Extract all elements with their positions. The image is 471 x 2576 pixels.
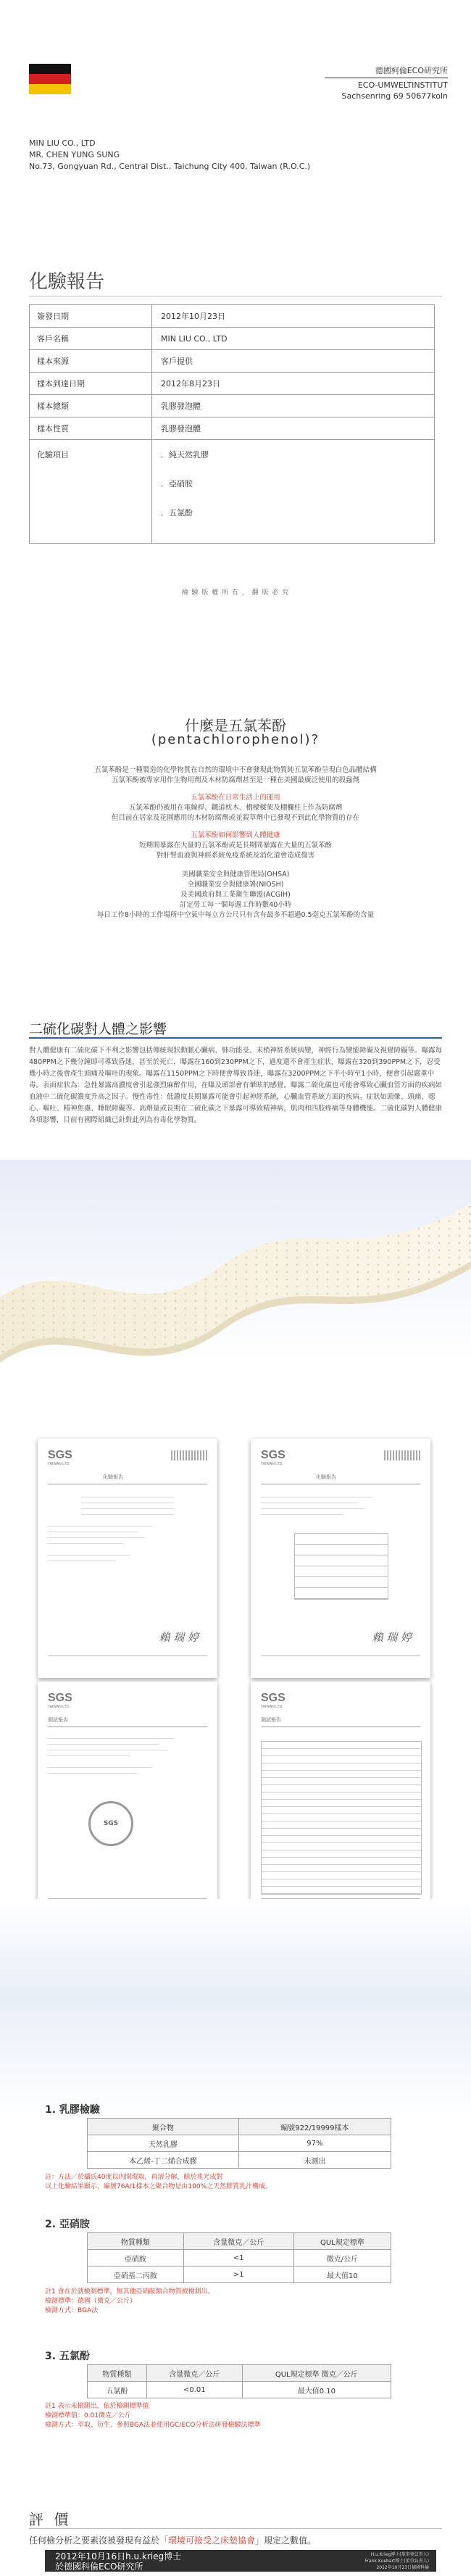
table-row: 物質種類 含量微克／公斤 QUL規定標準 微克／公斤: [88, 2365, 391, 2382]
table-row: 樣本總類 乳膠發泡體: [30, 395, 435, 417]
report-info-table: [29, 304, 435, 544]
section-latex-title: 1. 乳膠檢驗: [45, 2104, 100, 2116]
evaluation-text: 任何檢分析之要素沒被發現有益於「環境可接受之床墊協會」規定之數值。: [29, 2535, 317, 2546]
list-item: ．純天然乳膠: [161, 450, 209, 460]
report-title: 化驗報告: [29, 271, 105, 293]
list-item: ．亞硝胺: [161, 479, 193, 489]
list-item: ．五氯酚: [161, 508, 193, 518]
nitrosamine-result-table: [87, 2232, 391, 2283]
co2-title: 二硫化碳對人體之影響: [29, 1021, 167, 1037]
table-row: 聚合物 編號922/19999樣本: [88, 2119, 391, 2135]
institute-name-cn: 德國柯倫ECO研究所: [375, 66, 448, 75]
barcode-icon: [171, 1450, 207, 1461]
table-row: 客戶名稱 MIN LIU CO., LTD: [30, 328, 435, 350]
sgs-logo: SGS TAIWAN LTD.: [261, 1449, 285, 1466]
table-row: 樣本性質 乳膠發泡體: [30, 417, 435, 440]
table-row: 樣本來源 客戶提供: [30, 350, 435, 373]
section-pcp-title: 3. 五氯酚: [45, 2351, 90, 2362]
sgs-logo: SGS TAIWAN LTD.: [48, 1449, 72, 1466]
client-address-block: [29, 138, 310, 173]
background-fade: [0, 1899, 471, 2116]
sgs-seal: SGS: [88, 1801, 133, 1846]
co2-body: 對人體健康有二硫化碳下不利之影響包括傳統現狀動脈心臟病、肺功能受、末梢神經系統病變，神經行為變能障礙及視覺障礙等。曝露每480PPM之下幾分鐘即可導致昏迷，甚至於死亡，曝露在160到230PPM之下，過度還不會產生症狀，曝露在320到390PPM之下，忍受幾小時之後會產生頭痛及嘔吐的現象。曝露在1150PPM之下時便會導致昏迷，曝露在3200PPM之下半小時至1小時，便會引起嚴重中毒。表面症狀為：急性暴露高濃度會引起強烈麻醉作用，在曝及頭部會有暈眩的感覺。曝露二硫化碳也可能會導致心臟血管方面的疾病如血液中二硫化碳濃度升高之因子。慢性毒性：低濃度長期暴露可能會引起神經系統，心臟血管系統方面的疾病。症狀如頭暈、頭痛、噁心、嘔吐、精神焦慮、睡眠障礙等。高劑量或長期在二硫化碳之下暴露可導致精神病，肌肉和四肢疼痛等身體機能。二硫化碳對人體健康各項影響，目前有國際組織已針對此列為有毒化學物質。: [29, 1047, 443, 1124]
table-row: 亞硝基二丙胺 >1 最大值10: [88, 2267, 391, 2283]
institute-block: [325, 65, 448, 101]
table-row: 五氯酚 <0.01 最大值0.10: [88, 2382, 391, 2398]
pcp-subtitle: (pentachlorophenol)?: [151, 732, 320, 747]
sgs-report-page-3: SGS TAIWAN LTD. 測試報告 SGS: [38, 1682, 217, 1921]
nitrosamine-notes: 註1 會在於就檢測標準，無其他亞硝胺類合物質被檢測出。 檢測標準：德國（微克／公斤） 檢測方式：BGA法: [45, 2288, 214, 2314]
table-row: 亞硝胺 <1 微克/公斤: [88, 2250, 391, 2267]
client-contact: MR. CHEN YUNG SUNG: [29, 150, 120, 159]
institute-address: Sachsenring 69 50677koln: [341, 91, 448, 101]
signature-main: 2012年10月16日h.u.krieg博士 於德國科倫ECO研究所: [55, 2551, 182, 2572]
pcp-result-table: [87, 2364, 391, 2398]
evaluation-title: 評 價: [29, 2511, 72, 2528]
evaluation-divider: [29, 2528, 442, 2529]
pcp-title: 什麼是五氯苯酚: [185, 717, 286, 734]
barcode-icon: [384, 1450, 420, 1461]
pcp-heading-usage: 五氯苯酚在日常生活上的運用: [191, 794, 280, 802]
table-row: 本乙烯-丁二烯合成膠 未測出: [88, 2152, 391, 2169]
sgs-logo: SGS TAIWAN LTD.: [48, 1692, 72, 1709]
pcp-heading-health: 五氯苯酚如何影響到人體健康: [191, 831, 280, 839]
evaluation-signature-bar: [45, 2550, 436, 2572]
sgs-report-page-2: SGS TAIWAN LTD. 化驗報告 賴 瑞 婷: [251, 1439, 430, 1678]
latex-result-table: [87, 2118, 391, 2169]
pcp-notes: 註1 表示未檢測出，依於檢測標準值 檢測標準值：0.01微克／公斤 檢測方式：萃取、衍生、參照BGA法並使用GC/ECO分析法研發檢驗法標準: [45, 2403, 261, 2429]
sgs-report-page-4: SGS TAIWAN LTD. 測試報告: [251, 1682, 430, 1921]
client-company: MIN LIU CO., LTD: [29, 138, 96, 148]
table-row-items: 化驗項目 ．純天然乳膠 ．亞硝胺 ．五氯酚: [30, 440, 435, 544]
table-row: 天然乳膠 97%: [88, 2135, 391, 2152]
client-address: No.73, Gongyuan Rd., Central Dist., Taichung City 400, Taiwan (R.O.C.): [29, 162, 311, 171]
section-nitrosamine-title: 2. 亞硝胺: [45, 2219, 90, 2230]
sgs-report-page-1: SGS TAIWAN LTD. 化驗報告 賴 瑞 婷: [38, 1439, 217, 1678]
signature-signers: H.u.Krieg博士(董事會員責人) Frank Kuebart博士(董事負責人) 2012年10月23日德國科倫: [364, 2552, 429, 2570]
latex-notes: 註：方法／於攝氏40度以內開環取，再溶分解，餘於兆光成對 以上化驗結果顯示，編號76A/1樣本之聚合物是由100%之天然膠質乳汁構成。: [45, 2174, 272, 2190]
pcp-text: 五氯苯酚是一種製造的化學物質在自然的環境中不會發現此物質純五氯苯酚呈現白色晶體結構 五氯苯酚被專家用作生物用劑及木材防腐劑甚至是一種在美國最廣泛使用的殺蟲劑 五氯苯酚在日常生活上的運用 五氯苯酚仍被用在電線桿、鐵道枕木、橋樑樑架及棚欄柱上作為防腐劑 但目前在居家及花園應用的木材防腐劑或並殺草劑中已發現不到此化學物質的存在 五氯苯酚如何影響到人體健康 短期間暴露在大量的五氯苯酚或是長期間暴露在大量的五氯苯酚 對肝腎血液與神經系統免疫系統及消化道會造成傷害 美國職業安全與健康管理局(OHSA) 全國職業安全與健康署(NIOSH) 及美國政府與工業衛生聯盟(ACGIH) 訂定勞工每一個每週工作時數40小時 每日工作8小時的工作場所中空氣中每立方公尺只有含有最多不超過0.5毫克五氯苯酚的含量: [29, 758, 442, 921]
sgs-logo: SGS TAIWAN LTD.: [261, 1692, 285, 1709]
table-row: 物質種類 含量微克／公斤 QUL規定標準: [88, 2233, 391, 2250]
table-row: 樣本到達日期 2012年8月23日: [30, 373, 435, 395]
co2-divider: [29, 1037, 442, 1039]
german-flag-icon: [29, 64, 71, 94]
latex-foam-image: [0, 1160, 471, 1363]
table-row: 簽發日期 2012年10月23日: [30, 305, 435, 328]
copyright-slogan: 檢 驗 版 權 所 有 ， 翻 版 必 究: [181, 589, 290, 597]
institute-name-de: ECO-UMWELTINSTITUT: [357, 80, 448, 90]
test-items-list: [152, 440, 435, 544]
